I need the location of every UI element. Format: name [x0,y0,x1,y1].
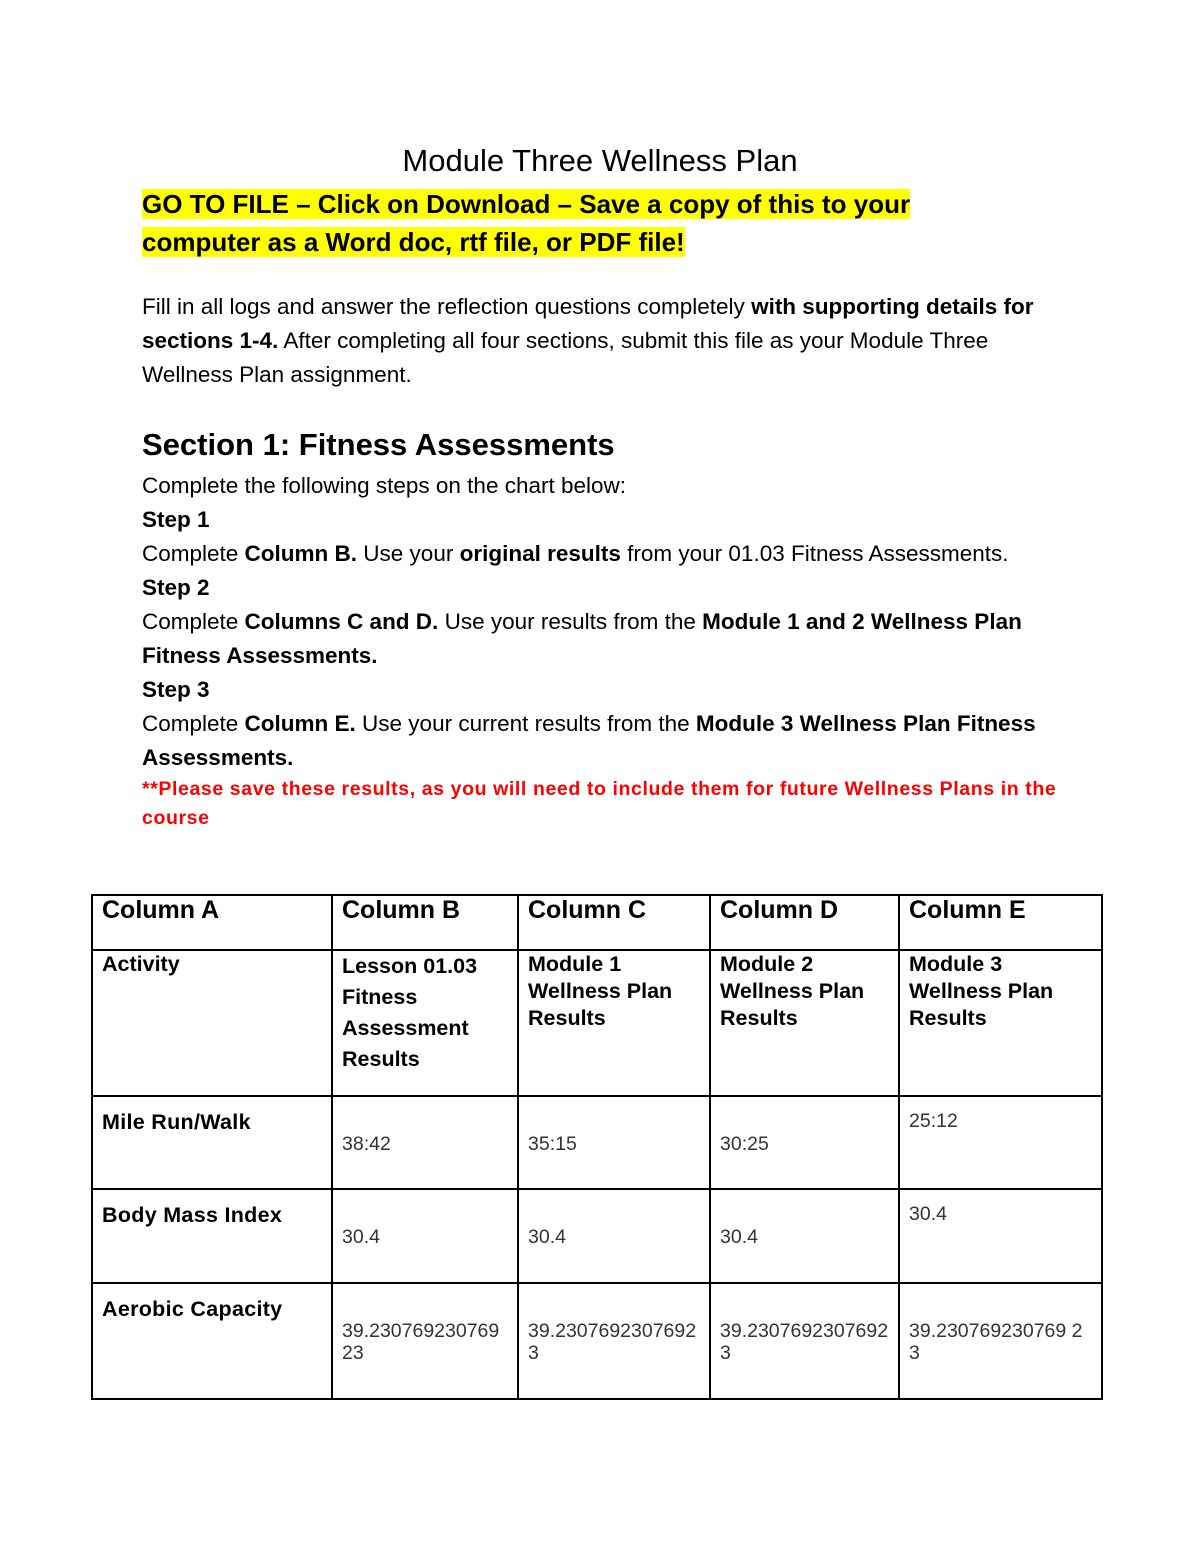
subheader-activity: Activity [92,950,332,1096]
header-column-b: Column B [332,895,518,950]
cell-column-d[interactable]: 39.23076923076923 [710,1283,899,1399]
fitness-assessment-table [91,894,1103,1400]
intro-paragraph [142,290,1062,392]
intro-text-1: Fill in all logs and answer the reflection questions completely [142,294,752,319]
save-results-note: **Please save these results, as you will need to include them for future Wellness Plans in the course [142,778,1057,829]
table-row [92,1283,1102,1399]
step-1-label: Step 1 [142,507,210,532]
cell-column-c[interactable]: 39.23076923076923 [518,1283,710,1399]
table-row [92,1096,1102,1189]
header-column-c: Column C [518,895,710,950]
header-column-d: Column D [710,895,899,950]
table-subheader-row [92,950,1102,1096]
download-instruction-line-2: computer as a Word doc, rtf file, or PDF file! [142,227,685,257]
step-2-text: Complete Columns C and D. Use your results from the Module 1 and 2 Wellness Plan Fitness Assessments. [142,609,1022,668]
step-3-label: Step 3 [142,677,210,702]
subheader-module-2: Module 2 Wellness Plan Results [710,950,899,1096]
activity-label: Body Mass Index [92,1189,332,1283]
cell-column-b[interactable]: 39.23076923076923 [332,1283,518,1399]
intro-text-2: After completing all four sections, submit this file as your Module Three Wellness Plan assignment. [142,328,989,387]
step-1-text: Complete Column B. Use your original results from your 01.03 Fitness Assessments. [142,541,1009,566]
cell-column-e[interactable]: 25:12 [899,1096,1102,1189]
cell-column-e[interactable]: 39.230769230769 23 [899,1283,1102,1399]
cell-column-b[interactable]: 30.4 [332,1189,518,1283]
cell-column-e[interactable]: 30.4 [899,1189,1102,1283]
steps-block [142,469,1082,833]
activity-label: Mile Run/Walk [92,1096,332,1189]
cell-column-b[interactable]: 38:42 [332,1096,518,1189]
table-header-row [92,895,1102,950]
cell-column-c[interactable]: 35:15 [518,1096,710,1189]
header-column-a: Column A [92,895,332,950]
instructions-text: Complete the following steps on the chart below: [142,473,627,498]
cell-column-c[interactable]: 30.4 [518,1189,710,1283]
download-instruction [142,185,1082,261]
intro-bold-text: with supporting details for sections 1-4. [142,294,1034,353]
section-heading: Section 1: Fitness Assessments [142,427,615,462]
step-3-text: Complete Column E. Use your current results from the Module 3 Wellness Plan Fitness Assessments. [142,711,1036,770]
table-row [92,1189,1102,1283]
subheader-lesson-results: Lesson 01.03 Fitness Assessment Results [332,950,518,1096]
step-2-label: Step 2 [142,575,210,600]
subheader-module-3: Module 3 Wellness Plan Results [899,950,1102,1096]
subheader-module-1: Module 1 Wellness Plan Results [518,950,710,1096]
cell-column-d[interactable]: 30.4 [710,1189,899,1283]
header-column-e: Column E [899,895,1102,950]
activity-label: Aerobic Capacity [92,1283,332,1399]
document-title: Module Three Wellness Plan [402,143,798,178]
download-instruction-line-1: GO TO FILE – Click on Download – Save a copy of this to your [142,189,911,219]
cell-column-d[interactable]: 30:25 [710,1096,899,1189]
